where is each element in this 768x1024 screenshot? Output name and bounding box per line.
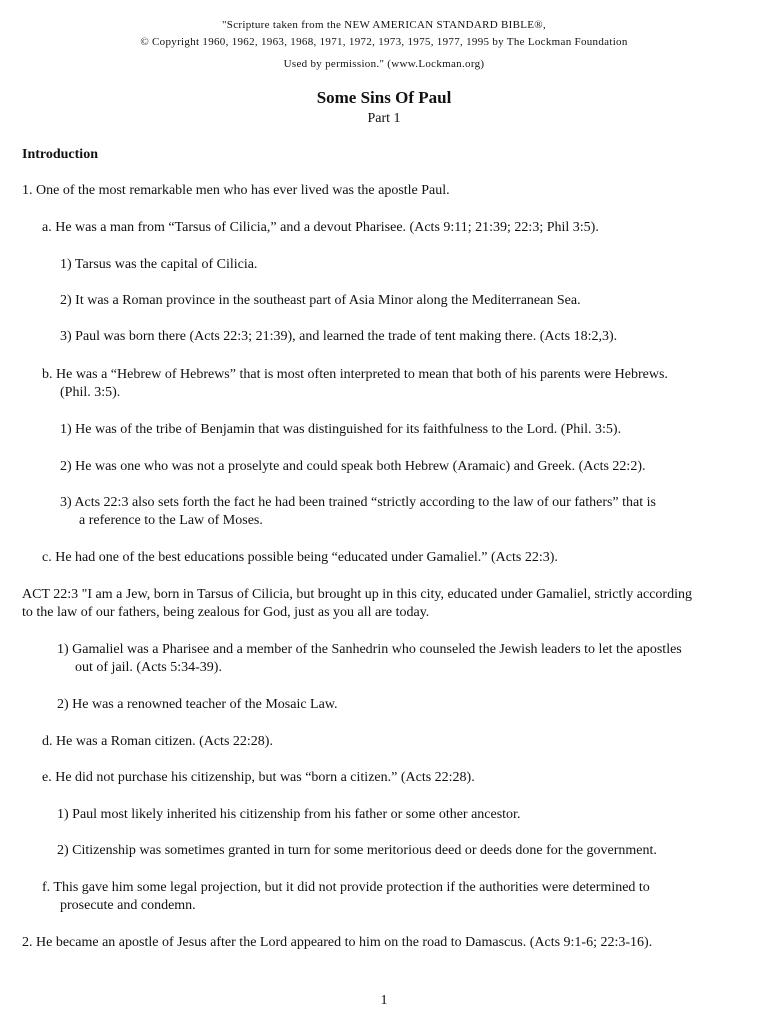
- document-subtitle: Part 1: [367, 111, 401, 126]
- copyright-line-1: "Scripture taken from the NEW AMERICAN STANDARD BIBLE®,: [221, 19, 546, 31]
- outline-item: 1) Tarsus was the capital of Cilicia.: [60, 257, 258, 272]
- outline-item: f. This gave him some legal projection, but it did not provide protection if the authorities were determined to: [42, 880, 650, 895]
- outline-item: 2) Citizenship was sometimes granted in turn for some meritorious deed or deeds done for the government.: [57, 843, 657, 858]
- outline-item: 2) It was a Roman province in the southeast part of Asia Minor along the Mediterranean Sea.: [60, 293, 581, 308]
- page-number: 1: [380, 993, 388, 1008]
- outline-item: 2) He was a renowned teacher of the Mosaic Law.: [57, 697, 338, 712]
- outline-item: 2. He became an apostle of Jesus after the Lord appeared to him on the road to Damascus. (Acts 9:1-6; 22:3-16).: [22, 935, 653, 950]
- outline-item: 1. One of the most remarkable men who has ever lived was the apostle Paul.: [22, 183, 450, 198]
- outline-item: 3) Acts 22:3 also sets forth the fact he had been trained “strictly according to the law of our fathers” that is: [60, 495, 656, 510]
- outline-item-continuation: (Phil. 3:5).: [60, 385, 121, 400]
- copyright-line-3: Used by permission." (www.Lockman.org): [283, 58, 485, 70]
- outline-item: 2) He was one who was not a proselyte and could speak both Hebrew (Aramaic) and Greek. (Acts 22:2).: [60, 459, 646, 474]
- outline-item: a. He was a man from “Tarsus of Cilicia,” and a devout Pharisee. (Acts 9:11; 21:39; 22:3; Phil 3:5).: [42, 220, 599, 235]
- outline-item-continuation: out of jail. (Acts 5:34-39).: [75, 660, 222, 675]
- outline-item: b. He was a “Hebrew of Hebrews” that is most often interpreted to mean that both of his parents were Hebrews.: [42, 367, 668, 382]
- copyright-line-2: © Copyright 1960, 1962, 1963, 1968, 1971, 1972, 1973, 1975, 1977, 1995 by The Lockman Foundation: [140, 36, 628, 48]
- scripture-quote-continuation: to the law of our fathers, being zealous for God, just as you all are today.: [22, 605, 430, 620]
- scripture-quote: ACT 22:3 "I am a Jew, born in Tarsus of Cilicia, but brought up in this city, educated under Gamaliel, strictly according: [22, 587, 692, 602]
- outline-item: 3) Paul was born there (Acts 22:3; 21:39), and learned the trade of tent making there. (Acts 18:2,3).: [60, 329, 618, 344]
- outline-item: e. He did not purchase his citizenship, but was “born a citizen.” (Acts 22:28).: [42, 770, 475, 785]
- section-heading: Introduction: [22, 147, 98, 162]
- outline-item-continuation: a reference to the Law of Moses.: [79, 513, 263, 528]
- outline-item-continuation: prosecute and condemn.: [60, 898, 196, 913]
- outline-item: 1) Gamaliel was a Pharisee and a member of the Sanhedrin who counseled the Jewish leaders to let the apostles: [57, 642, 682, 657]
- outline-item: d. He was a Roman citizen. (Acts 22:28).: [42, 734, 273, 749]
- outline-item: 1) He was of the tribe of Benjamin that was distinguished for its faithfulness to the Lord. (Phil. 3:5).: [60, 422, 622, 437]
- outline-item: 1) Paul most likely inherited his citizenship from his father or some other ancestor.: [57, 807, 521, 822]
- document-title: Some Sins Of Paul: [316, 88, 452, 107]
- outline-item: c. He had one of the best educations possible being “educated under Gamaliel.” (Acts 22:3).: [42, 550, 558, 565]
